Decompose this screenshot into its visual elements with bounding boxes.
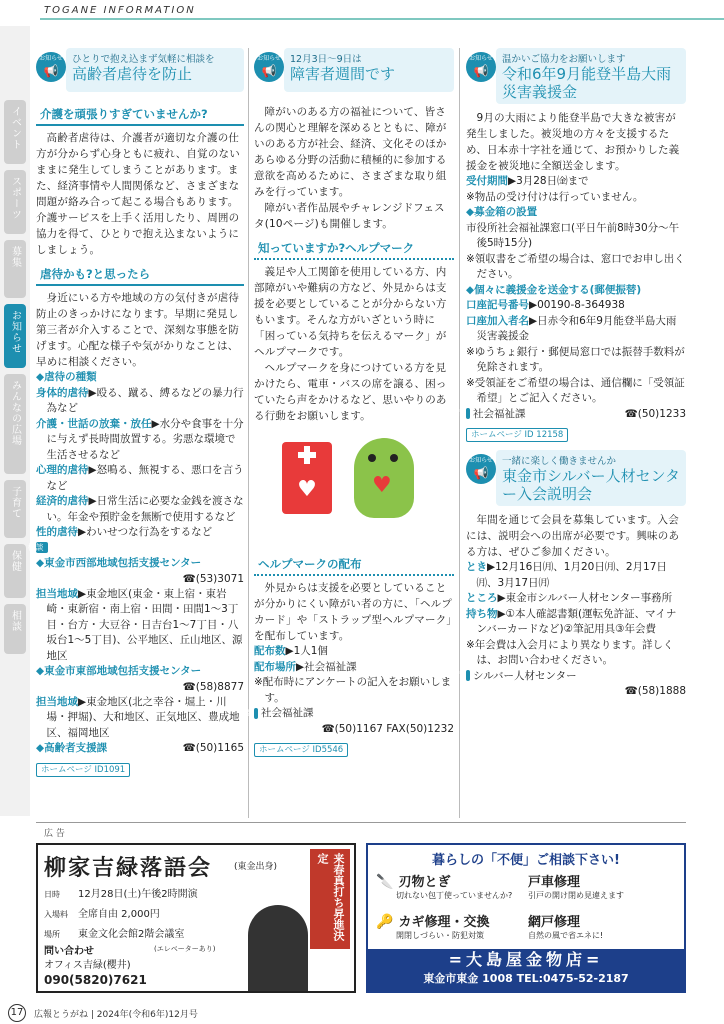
contact-tel: ☎(50)1167 FAX(50)1232 — [321, 722, 454, 735]
west-area: 担当地域▶東金地区(東金・東上宿・東岩崎・東新宿・南上宿・田間・田間1〜3丁目・台方・大豆谷・日吉台1〜7丁目・八坂台1〜5丁目)、公平地区、丘山地区、源地区 — [36, 587, 243, 662]
postal-heading: ◆個々に義援金を送金する(郵便振替) — [466, 283, 642, 296]
account-number: 口座記号番号▶00190-8-364938 — [466, 299, 625, 311]
paragraph: 義足や人工関節を使用している方、内部障がいや難病の方など、外見からは支援を必要としていることが分からない方もいます。そんな方がいざという時に「困っている気持ちを伝えるマーク」がヘルプマークです。 — [254, 266, 447, 358]
ad-side-badge: 来春真打ち昇進決定 — [310, 849, 350, 949]
paragraph: 身近にいる方や地域の方の気付きが虐待防止のきっかけになります。早期に発見し第三者が介入することで、深刻な事態を防げます。心配な様子や気がかりなことは、早めに相談ください。 — [36, 292, 240, 368]
distribution-place: 配布場所▶社会福祉課 — [254, 660, 357, 673]
tab-recruit[interactable]: 募集 — [4, 240, 26, 298]
box-heading: ◆募金箱の設置 — [466, 206, 538, 218]
help-mark-icon: ♥ — [282, 442, 332, 514]
performer-photo — [248, 905, 308, 991]
contact: 問 シルバー人材センター — [457, 669, 577, 682]
title-box — [496, 450, 686, 506]
notice-badge: お知らせ 📢 — [466, 454, 496, 484]
page-number: 17 — [8, 1004, 26, 1022]
title-box — [496, 48, 686, 104]
shop-banner: =大島屋金物店= 東金市東金 1008 TEL:0475-52-2187 — [368, 949, 684, 991]
distribution-count: 配布数▶1人1個 — [254, 645, 328, 657]
note: ※物品の受け付けは行っていません。 — [466, 190, 644, 203]
column-divider — [459, 48, 460, 818]
article-subtitle: 温かいご協力をお願いします — [502, 54, 626, 65]
mascot-icon: ♥ — [354, 438, 414, 518]
help-mark-illustration — [254, 430, 454, 548]
tab-event[interactable]: イベント — [4, 100, 26, 164]
donation-article — [457, 48, 686, 699]
ad-inquiry: 問い合わせ オフィス吉緑(櫻井) 090(5820)7621 — [44, 946, 147, 987]
section-heading: ヘルプマークの配布 — [254, 554, 454, 576]
note: ※配布時にアンケートの記入をお願いします。 — [254, 676, 452, 704]
paragraph: 高齢者虐待は、介護者が適切な介護の仕方が分からず心身ともに疲れ、自覚のないままに発生してしまうことがあります。また、経済事情や人間関係など、さまざまな問題が絡み合って起こる場合もあります。介護サービスを上手く活用したり、周囲の協力を得て、ひとりで抱え込まないようにしましょう。 — [36, 132, 240, 256]
service-item: 🔪 刃物とぎ 切れない包丁使っていませんか? — [376, 874, 513, 900]
publication-name: 広報とうがね | 2024年(令和6年)12月号 — [34, 1010, 198, 1020]
tab-health[interactable]: 保健 — [4, 544, 26, 598]
ad-title: 柳家吉緑落語会 — [44, 855, 213, 881]
notice-badge: お知らせ 📢 — [254, 52, 284, 82]
notice-badge: お知らせ 📢 — [466, 52, 496, 82]
megaphone-icon: 📢 — [473, 64, 489, 78]
list-item: 性的虐待▶わいせつな行為をするなど — [36, 526, 213, 538]
ad-divider — [36, 822, 686, 823]
contact: 問 社会福祉課 ☎(50)1233 — [457, 407, 686, 420]
megaphone-icon: 📢 — [261, 64, 277, 78]
period: 受付期間▶3月28日㈮まで — [466, 175, 589, 187]
hardware-store-ad[interactable] — [366, 843, 686, 993]
note: ※領収書をご希望の場合は、窓口でお申し出ください。 — [466, 252, 685, 280]
article-title: 高齢者虐待を防止 — [72, 65, 193, 83]
section-heading: 虐待かも?と思ったら — [36, 264, 244, 286]
key-icon: 🔑 — [376, 914, 394, 930]
article-header — [254, 48, 454, 98]
tab-childcare[interactable]: 子育て — [4, 480, 26, 538]
article-header — [36, 48, 244, 98]
page-footer — [0, 1000, 724, 1024]
contact-tel: ☎(58)1888 — [624, 685, 686, 697]
title-box — [284, 48, 454, 92]
homepage-id[interactable]: ホームページ ID1091 — [36, 763, 130, 777]
west-center: ◆東金市西部地域包括支援センター — [36, 557, 202, 569]
paragraph: 9月の大雨により能登半島で大きな被害が発生しました。被災地の方々を支援するため、日本赤十字社を通じて、お預かりした義援金を被災地に全額送金します。 — [466, 112, 680, 172]
header-rule — [40, 18, 724, 20]
tab-community[interactable]: みんなの広場 — [4, 374, 26, 474]
article-subtitle: 一緒に楽しく働きませんか — [502, 456, 617, 467]
article-header — [466, 450, 686, 506]
ad-details: 日時 12月28日(土)午後2時開演 入場料 全席自由 2,000円 場所 東金文化会館2階会議室 (エレベーターあり) — [44, 889, 216, 953]
service-item: 戸車修理 引戸の開け閉め見違えます — [528, 875, 624, 900]
article-header — [466, 48, 686, 104]
notice-badge: お知らせ 📢 — [36, 52, 66, 82]
west-tel: ☎(53)3071 — [182, 572, 244, 585]
article-title: 東金市シルバー人材センター入会説明会 — [502, 467, 680, 503]
homepage-id[interactable]: ホームページ ID5546 — [254, 743, 348, 757]
ad-label: 広 告 — [44, 829, 65, 839]
header-title: TOGANE INFORMATION — [44, 5, 196, 16]
account-name: 口座加入者名▶日赤令和6年9月能登半島大雨災害義援金 — [466, 314, 677, 342]
list-item: 心理的虐待▶怒鳴る、無視する、悪口を言うなど — [36, 464, 244, 492]
elder-abuse-article — [27, 48, 244, 777]
tab-notice[interactable]: お知らせ — [4, 304, 26, 368]
top-header — [0, 0, 724, 26]
senior-contact: ◆高齢者支援課 ☎(50)1165 — [36, 742, 244, 754]
east-center: ◆東金市東部地域包括支援センター — [36, 665, 202, 677]
article-title: 障害者週間です — [290, 65, 396, 83]
paragraph: ヘルプマークを身につけている方を見かけたら、電車・バスの席を譲る、困っていたら声をかけるなど、思いやりのある行動をお願いします。 — [254, 362, 447, 422]
list-item: 経済的虐待▶日常生活に必要な金銭を渡さない。年金や預貯金を無断で使用するなど — [36, 495, 244, 523]
belongings: 持ち物▶①本人確認書類(運転免許証、マイナンバーカードなど)②筆記用具③年会費 — [466, 607, 677, 635]
article-title: 令和6年9月能登半島大雨災害義援金 — [502, 65, 672, 101]
rakugo-ad[interactable] — [36, 843, 356, 993]
note: ※年会費は入会月により異なります。詳しくは、お問い合わせください。 — [466, 638, 674, 666]
column-divider — [248, 48, 249, 818]
east-area: 担当地域▶東金地区(北之幸谷・堀上・川場・押堀)、大和地区、正気地区、豊成地区、福岡地区 — [36, 695, 240, 739]
article-subtitle: 12月3日〜9日は — [290, 54, 362, 65]
paragraph: 外見からは支援を必要としていることが分かりにくい障がい者の方に、「ヘルプカード」や「ストラップ型ヘルプマーク」を配布しています。 — [254, 582, 453, 642]
article-subtitle: ひとりで抱え込まず気軽に相談を — [72, 54, 215, 65]
list-item: 介護・世話の放棄・放任▶水分や食事を十分に与えず長時間放置する。劣悪な環境で生活させるなど — [36, 417, 244, 461]
list-item: 身体的虐待▶殴る、蹴る、縛るなどの暴力行為など — [36, 386, 244, 414]
kinds-heading: ◆虐待の種類 — [36, 371, 97, 383]
section-heading: 介護を頑張りすぎていませんか? — [36, 104, 244, 126]
paragraph: 障がいのある方の福祉について、皆さんの関心と理解を深めるとともに、障がいのある方が社会、経済、文化そのほかあらゆる分野の活動に積極的に参加する意欲を高めるために、さまざまな取り組みを行っています。 — [254, 106, 447, 198]
paragraph: 年間を通じて会員を募集しています。入会には、説明会への出席が必要です。興味のある方は、ぜひご参加ください。 — [466, 514, 680, 558]
contact: 問 社会福祉課 — [245, 707, 314, 719]
note: ※受領証をご希望の場合は、通信欄に「受領証希望」とご記入ください。 — [466, 376, 685, 404]
homepage-id[interactable]: ホームページ ID 12158 — [466, 428, 568, 442]
box-detail: 市役所社会福祉課窓口(平日午前8時30分〜午後5時15分) — [466, 221, 680, 249]
service-item: 網戸修理 自然の風で省エネに! — [528, 915, 604, 940]
where: ところ▶東金市シルバー人材センター事務所 — [466, 592, 673, 604]
knife-icon: 🔪 — [376, 874, 394, 890]
section-heading: 知っていますか?ヘルプマーク — [254, 238, 454, 260]
tab-consult[interactable]: 相談 — [4, 604, 26, 654]
consult-label: 相談 — [36, 541, 244, 557]
ad-origin: (東金出身) — [234, 862, 278, 872]
paragraph: 障がい者作品展やチャレンジドフェスタ(10ページ)も開催します。 — [254, 202, 445, 230]
disability-week-article — [245, 48, 454, 757]
note: ※ゆうちょ銀行・郵便局窓口では振替手数料が免除されます。 — [466, 345, 685, 373]
when: とき▶12月16日㈪、1月20日㈪、2月17日㈪、3月17日㈪ — [466, 561, 667, 589]
megaphone-icon: 📢 — [473, 466, 489, 480]
east-tel: ☎(58)8877 — [182, 680, 244, 693]
ad-headline: 暮らしの「不便」ご相談下さい! — [432, 853, 620, 868]
tab-sports[interactable]: スポーツ — [4, 170, 26, 234]
service-item: 🔑 カギ修理・交換 開閉しづらい・防犯対策 — [376, 914, 490, 940]
title-box — [66, 48, 244, 92]
megaphone-icon: 📢 — [43, 64, 59, 78]
